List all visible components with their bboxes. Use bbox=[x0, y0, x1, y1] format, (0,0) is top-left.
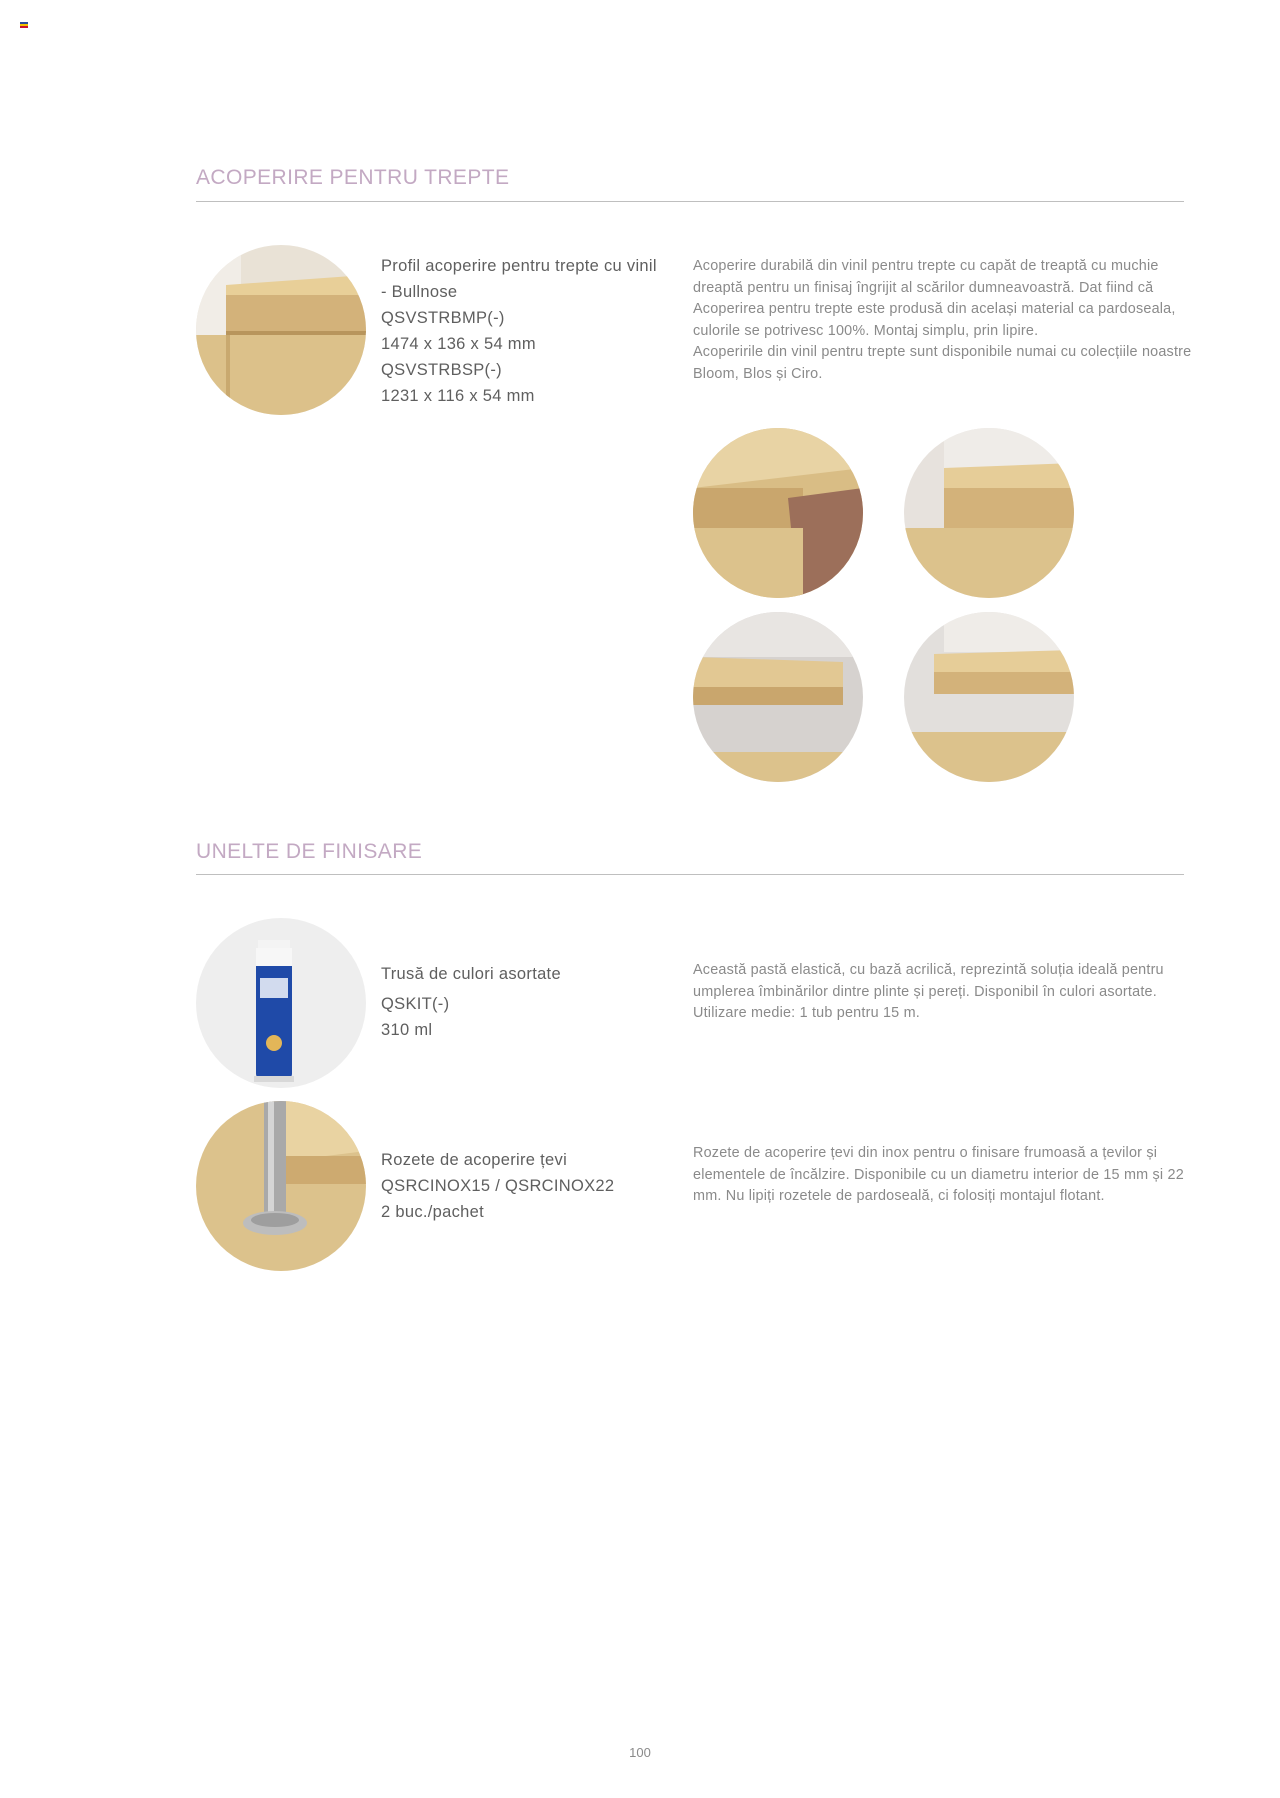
product-dimensions: 1474 x 136 x 54 mm bbox=[381, 335, 536, 353]
page-number: 100 bbox=[629, 1745, 651, 1760]
product-volume: 310 ml bbox=[381, 1021, 433, 1039]
description-paragraph: Rozete de acoperire țevi din inox pentru o finisare frumoasă a țevilor și elementele de încălzire. Disponibile cu un diametru interior de 15 mm și 22 mm. Nu lipiți rozetele de pardoseală, ci folosiți montajul flotant. bbox=[693, 1145, 1184, 1204]
section-divider bbox=[196, 874, 1184, 875]
stair-detail-image bbox=[904, 612, 1074, 782]
product-dimensions: 1231 x 116 x 54 mm bbox=[381, 387, 535, 405]
stair-bullnose-image bbox=[196, 245, 366, 415]
product-description-stair bbox=[693, 256, 1193, 385]
product-code: QSKIT(-) bbox=[381, 995, 450, 1013]
product-code: QSRCINOX15 / QSRCINOX22 bbox=[381, 1177, 615, 1195]
product-name-suffix: - Bullnose bbox=[381, 283, 458, 301]
section-title-stair-covering: ACOPERIRE PENTRU TREPTE bbox=[196, 166, 510, 189]
description-paragraph: Utilizare medie: 1 tub pentru 15 m. bbox=[693, 1005, 920, 1021]
section-divider bbox=[196, 201, 1184, 202]
description-paragraph: Această pastă elastică, cu bază acrilică, reprezintă soluția ideală pentru umplerea îmbinărilor dintre plinte și pereți. Disponibil în culori asortate. bbox=[693, 962, 1164, 1000]
stair-detail-image bbox=[693, 612, 863, 782]
stair-detail-image bbox=[904, 428, 1074, 598]
stair-detail-image bbox=[693, 428, 863, 598]
product-code: QSVSTRBMP(-) bbox=[381, 309, 505, 327]
product-code: QSVSTRBSP(-) bbox=[381, 361, 502, 379]
product-description-sealant bbox=[693, 960, 1193, 1025]
flag-icon bbox=[20, 22, 28, 28]
description-paragraph: Acoperirile din vinil pentru trepte sunt disponibile numai cu colecțiile noastre Bloom, Blos și Ciro. bbox=[693, 344, 1192, 382]
product-info-stair bbox=[381, 253, 691, 409]
product-name: Trusă de culori asortate bbox=[381, 965, 561, 983]
product-info-rosette bbox=[381, 1147, 691, 1225]
sealant-tube-image bbox=[196, 918, 366, 1088]
product-name: Profil acoperire pentru trepte cu vinil bbox=[381, 257, 657, 275]
section-title-finishing-tools: UNELTE DE FINISARE bbox=[196, 840, 423, 863]
pipe-rosette-image bbox=[196, 1101, 366, 1271]
product-pack-size: 2 buc./pachet bbox=[381, 1203, 484, 1221]
product-name: Rozete de acoperire țevi bbox=[381, 1151, 568, 1169]
description-paragraph: Acoperire durabilă din vinil pentru trepte cu capăt de treaptă cu muchie dreaptă pentru un finisaj îngrijit al scărilor dumneavoastră. Dat fiind că Acoperirea pentru trepte este produsă din același material ca pardoseala, culorile se potrivesc 100%. Montaj simplu, prin lipire. bbox=[693, 258, 1176, 339]
product-description-rosette bbox=[693, 1143, 1193, 1208]
product-info-sealant bbox=[381, 961, 691, 1043]
